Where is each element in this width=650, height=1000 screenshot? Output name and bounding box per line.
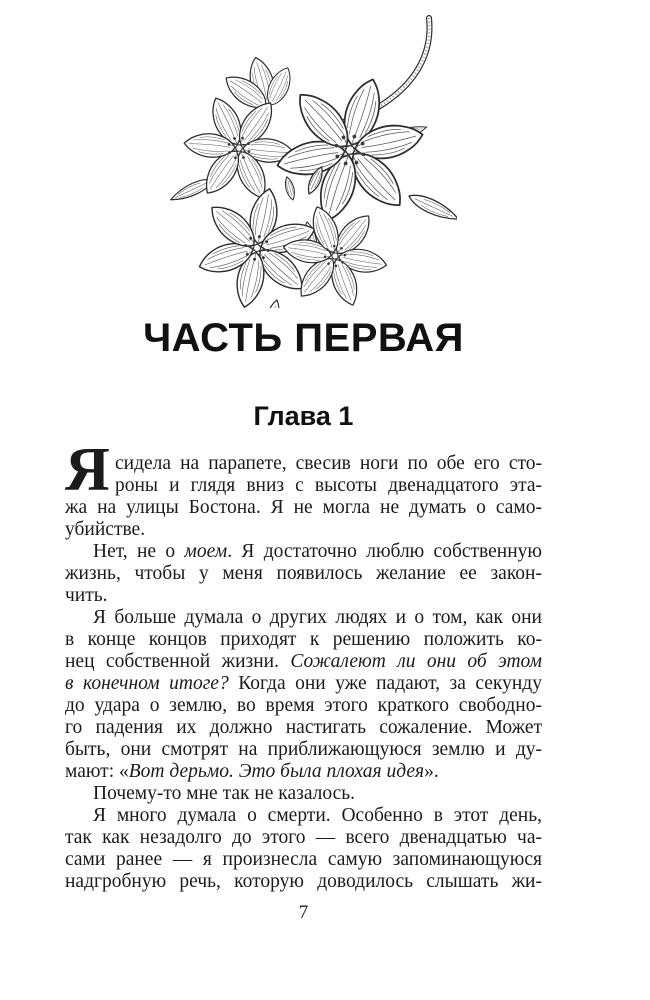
text-line: до удара о землю, во время этого краткого свободно-	[65, 695, 542, 716]
paragraph	[65, 436, 542, 541]
part-title: ЧАСТЬ ПЕРВАЯ	[143, 316, 464, 360]
text-line: Я много думала о смерти. Особенно в этот день,	[93, 805, 542, 826]
text-line: го падения их должно настигать сожаление. Может	[65, 717, 542, 738]
text-line: Я больше думала о других людях и о том, как они	[93, 607, 542, 628]
paragraph	[65, 541, 542, 607]
text-line: нец собственной жизни. Сожалеют ли они об этом	[65, 651, 542, 672]
text-line: так как незадолго до этого — всего двенадцатью ча-	[65, 827, 542, 848]
page-number: 7	[298, 902, 309, 923]
text-line: роны и глядя вниз с высоты двенадцатого эта-	[115, 475, 542, 496]
text-line: жа на улицы Бостона. Я не могла не думать о само-	[65, 497, 542, 518]
flower-illustration	[157, 8, 457, 308]
text-line: Почему-то мне так не казалось.	[93, 783, 356, 804]
text-line: жизнь, чтобы у меня появилось желание ее закон-	[65, 563, 542, 584]
text-line: быть, они смотрят на приближающуюся землю и ду-	[65, 739, 542, 760]
chapter-title: Глава 1	[253, 401, 354, 431]
paragraph	[65, 783, 542, 805]
text-line: мают: «Вот дерьмо. Это была плохая идея».	[65, 761, 439, 782]
text-line: сами ранее — я произнесла самую запоминающуюся	[65, 849, 542, 870]
text-line: убийстве.	[65, 519, 146, 540]
text-line: в конечном итоге? Когда они уже падают, за секунду	[65, 673, 542, 694]
text-line: надгробную речь, которую доводилось слышать жи-	[65, 871, 542, 892]
paragraph	[65, 607, 542, 783]
drop-cap: Я	[65, 436, 110, 504]
text-line: сидела на парапете, свесив ноги по обе его сто-	[115, 453, 542, 474]
text-line: Нет, не о моем. Я достаточно люблю собственную	[93, 541, 542, 562]
text-line: чить.	[65, 585, 108, 606]
body-text	[65, 436, 542, 893]
text-line: в конце концов приходят к решению положить ко-	[65, 629, 542, 650]
paragraph	[65, 805, 542, 893]
